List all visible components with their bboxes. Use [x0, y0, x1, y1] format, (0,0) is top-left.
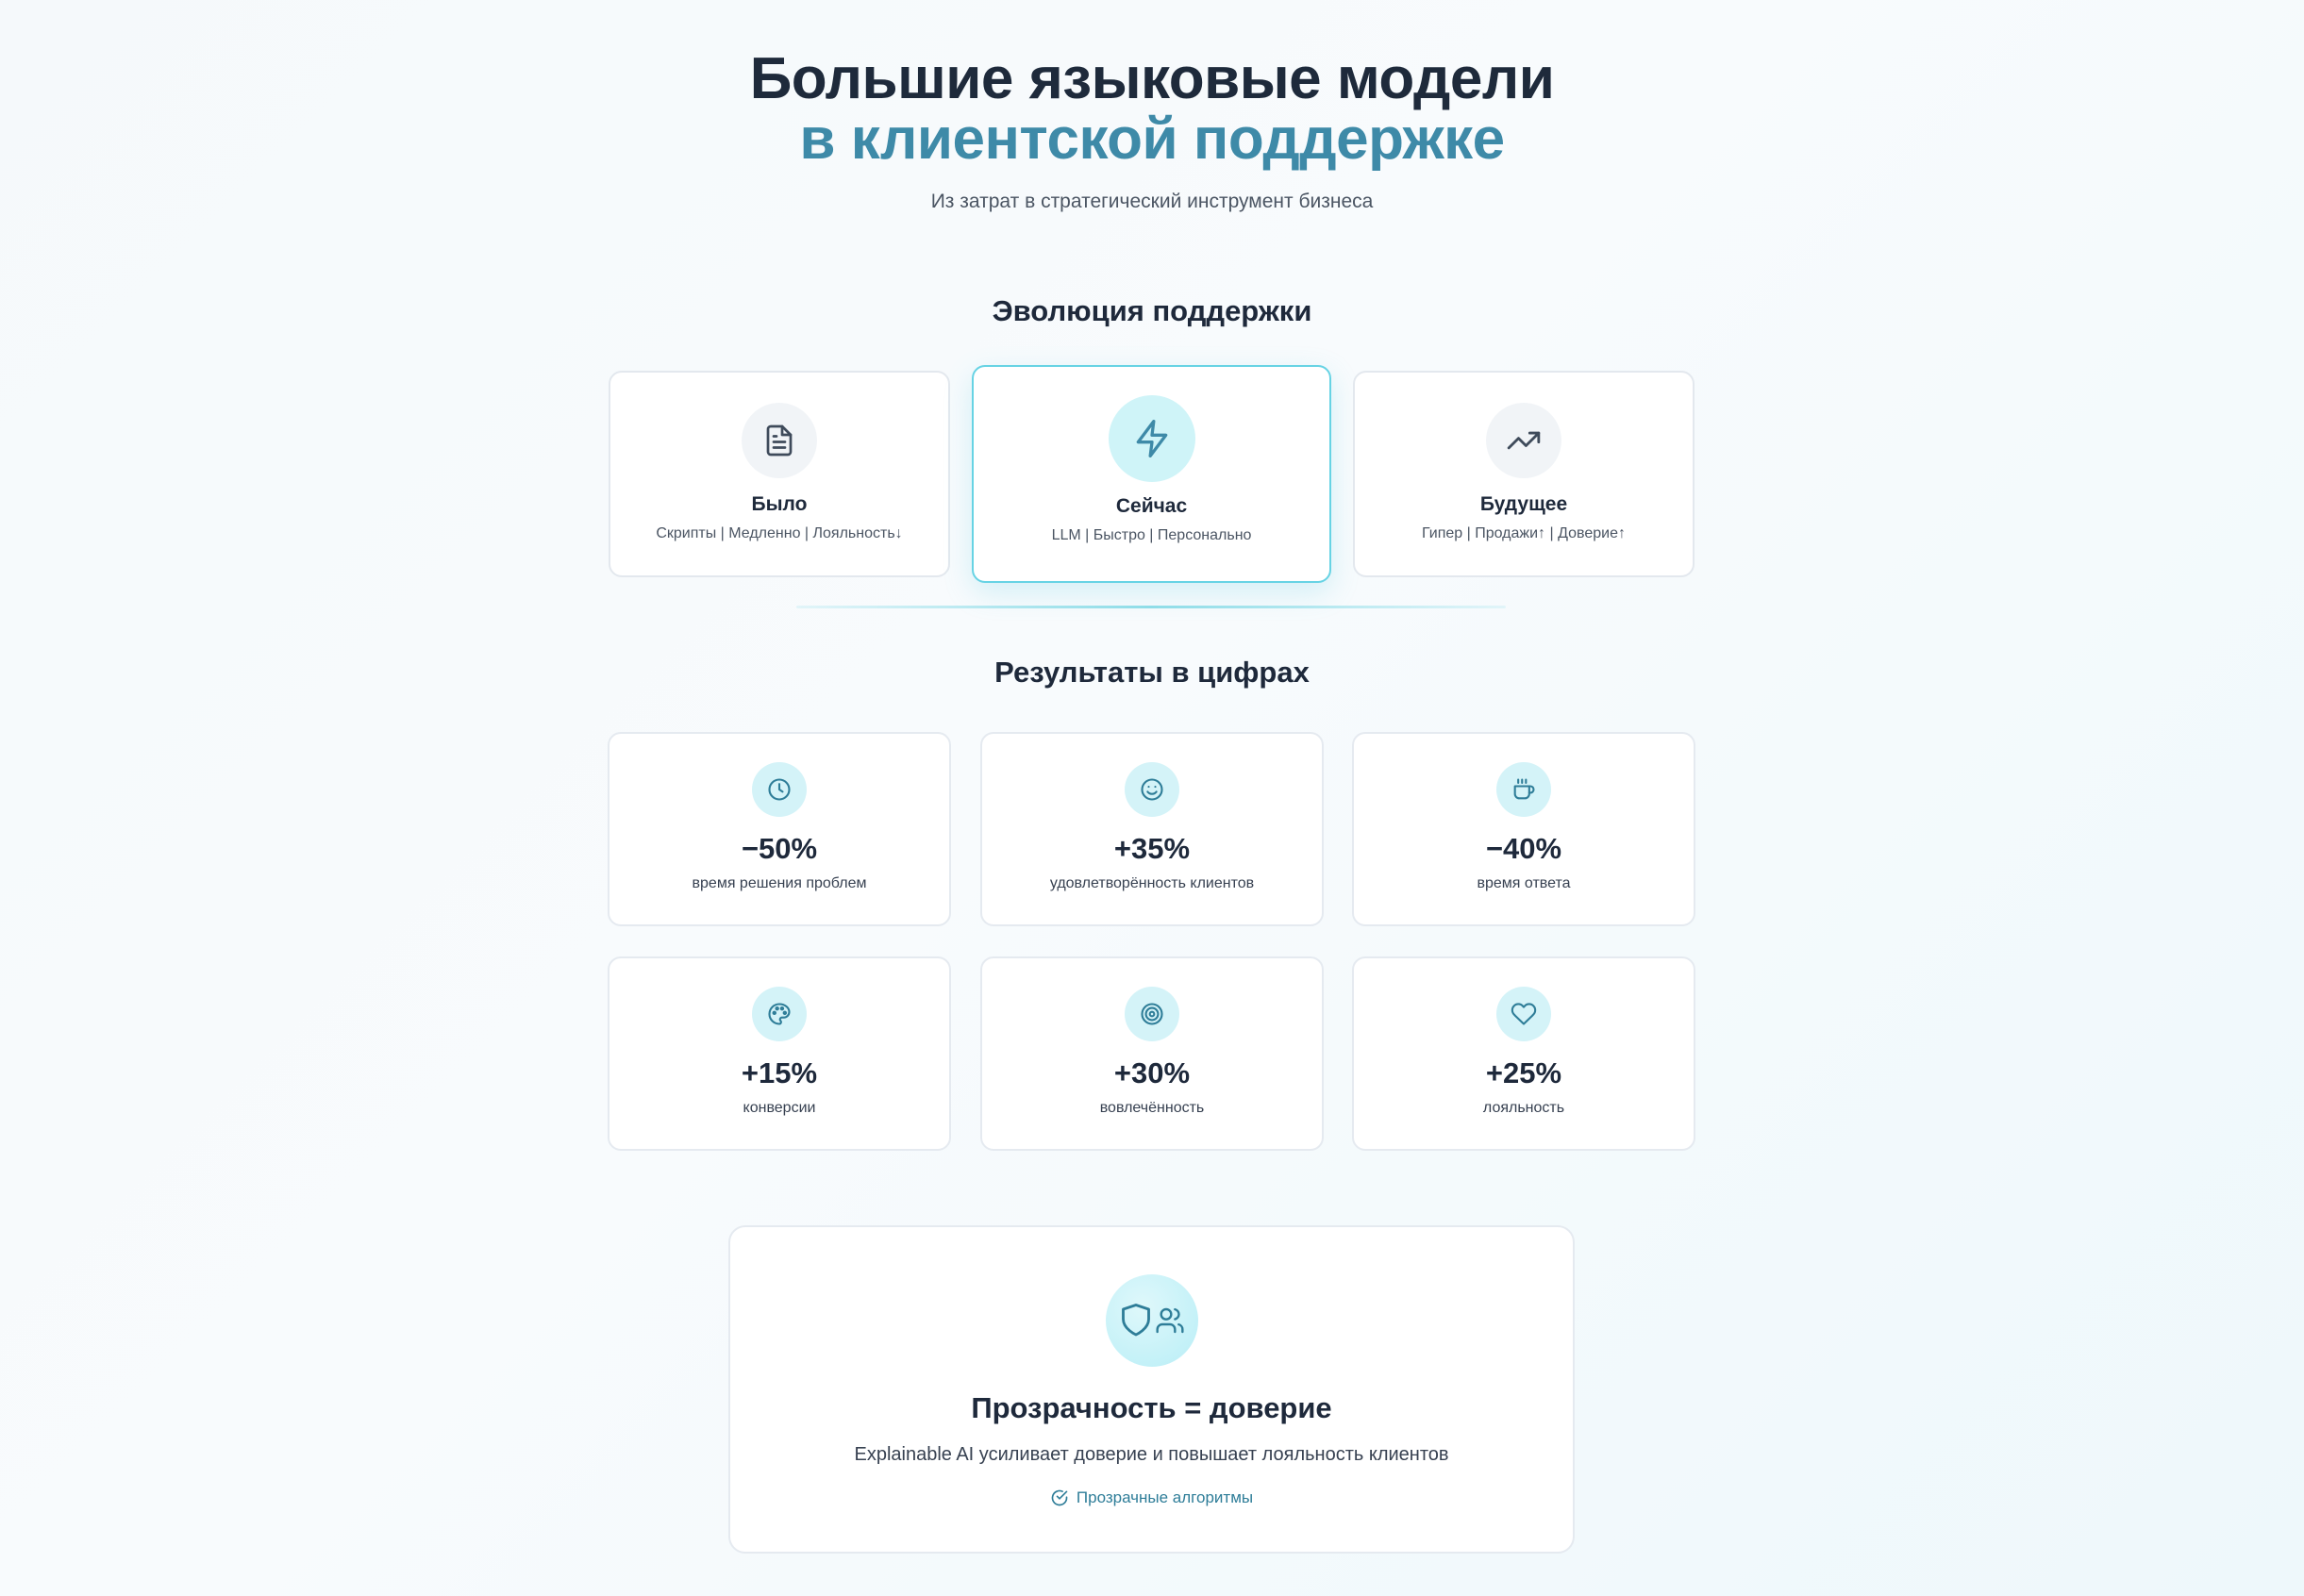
- stat-value: +30%: [1113, 1056, 1191, 1089]
- stat-value: +15%: [741, 1056, 818, 1089]
- stat-card-satisfaction: [980, 732, 1324, 926]
- clock-icon: [752, 762, 807, 817]
- users-icon: [1155, 1305, 1185, 1336]
- stat-value: +35%: [1113, 832, 1191, 865]
- evolution-card-desc: Гипер | Продажи↑ | Доверие↑: [1422, 525, 1626, 541]
- stat-card-response-time: [1352, 732, 1695, 926]
- check-circle-icon: [1050, 1488, 1069, 1507]
- stat-value: +25%: [1485, 1056, 1562, 1089]
- evolution-section-title: Эволюция поддержки: [992, 294, 1312, 327]
- evolution-card-current: [972, 365, 1331, 583]
- stat-value: −40%: [1485, 832, 1562, 865]
- stat-card-conversion: [608, 956, 951, 1151]
- hero-header: [0, 46, 2304, 213]
- shield-icon: [1119, 1302, 1153, 1339]
- stat-label: конверсии: [743, 1100, 816, 1116]
- heart-icon: [1496, 987, 1551, 1041]
- smile-icon: [1125, 762, 1179, 817]
- stat-label: удовлетворённость клиентов: [1049, 875, 1255, 891]
- evolution-card-future: [1353, 371, 1695, 577]
- section-divider: [796, 606, 1506, 608]
- document-icon: [742, 403, 817, 478]
- stat-label: вовлечённость: [1099, 1100, 1205, 1116]
- stat-value: −50%: [741, 832, 818, 865]
- stat-card-engagement: [980, 956, 1324, 1151]
- coffee-icon: [1496, 762, 1551, 817]
- page-subtitle: Из затрат в стратегический инструмент бизнеса: [930, 191, 1374, 212]
- palette-icon: [752, 987, 807, 1041]
- stat-label: лояльность: [1482, 1100, 1565, 1116]
- target-icon: [1125, 987, 1179, 1041]
- shield-users-icon: [1106, 1274, 1198, 1367]
- evolution-card-name: Было: [751, 493, 808, 515]
- evolution-card-desc: Скрипты | Медленно | Лояльность↓: [656, 525, 903, 541]
- transparent-algorithms-badge: [1050, 1488, 1253, 1507]
- badge-label: Прозрачные алгоритмы: [1076, 1488, 1254, 1506]
- trust-description: Explainable AI усиливает доверие и повышает лояльность клиентов: [854, 1444, 1449, 1465]
- stat-label: время решения проблем: [692, 875, 867, 891]
- stat-card-resolution-time: [608, 732, 951, 926]
- lightning-icon: [1109, 395, 1195, 482]
- trending-up-icon: [1486, 403, 1561, 478]
- stat-card-loyalty: [1352, 956, 1695, 1151]
- evolution-card-name: Сейчас: [1115, 495, 1188, 517]
- page-title-line2: в клиентской поддержке: [799, 107, 1505, 172]
- results-section-title: Результаты в цифрах: [994, 656, 1310, 689]
- evolution-card-desc: LLM | Быстро | Персонально: [1051, 527, 1252, 543]
- trust-card: [728, 1225, 1575, 1554]
- evolution-card-name: Будущее: [1479, 493, 1568, 515]
- evolution-card-past: [609, 371, 950, 577]
- trust-title: Прозрачность = доверие: [971, 1391, 1332, 1424]
- page-title-line1: Большие языковые модели: [749, 46, 1555, 111]
- stat-label: время ответа: [1477, 875, 1571, 891]
